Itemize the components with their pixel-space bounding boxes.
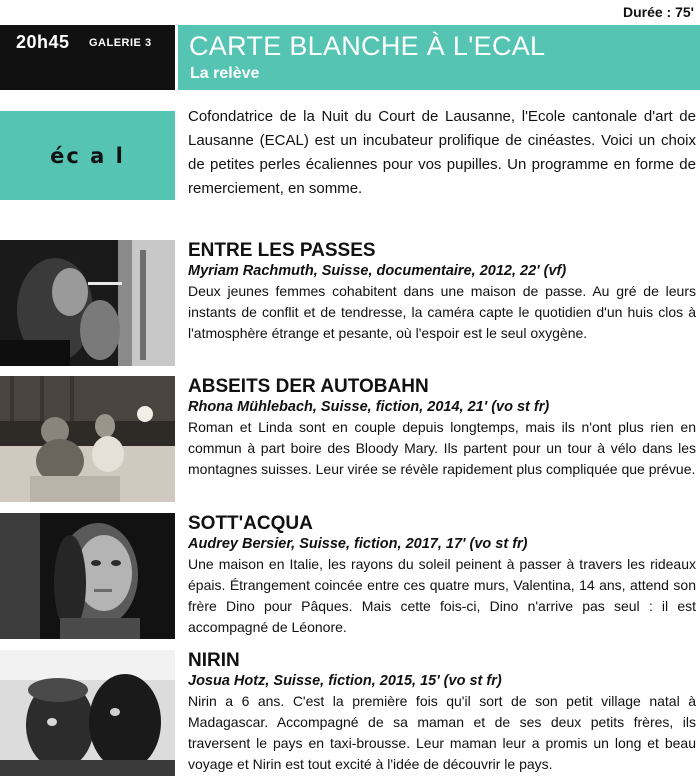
program-title: CARTE BLANCHE À L'ECAL bbox=[189, 31, 546, 61]
film-still-image bbox=[0, 650, 175, 776]
title-banner bbox=[178, 25, 700, 90]
film-credits: Myriam Rachmuth, Suisse, documentaire, 2012, 22' (vf) bbox=[188, 263, 567, 279]
film-title: SOTT'ACQUA bbox=[188, 513, 313, 534]
film-credits: Audrey Bersier, Suisse, fiction, 2017, 17' (vo st fr) bbox=[188, 536, 528, 552]
film-title: ABSEITS DER AUTOBAHN bbox=[188, 376, 429, 397]
ecal-logo-text: éc a l bbox=[50, 143, 125, 168]
film-description: Roman et Linda sont en couple depuis longtemps, mais ils n'ont plus rien en commun à part boire des Bloody Mary. Ils partent pour un tour à vélo dans les montagnes suisses. Leur virée se révèle rapidement plus compliquée que prévue. bbox=[188, 419, 696, 477]
film-description: Une maison en Italie, les rayons du soleil peinent à passer à travers les rideaux épais. Étrangement coincée entre ces quatre murs, Valentina, 14 ans, attend son frère Dino pour Pâques. Mais cette fois-ci, Dino n'arrive pas seul : il est accompagné de Léonore. bbox=[188, 556, 696, 635]
ecal-logo bbox=[0, 111, 175, 200]
film-description: Deux jeunes femmes cohabitent dans une maison de passe. Au gré de leurs instants de conflit et de tendresse, la caméra capte le quotidien d'un huis clos à l'atmosphère étrange et pesante, où l'espoir est le seul oxygène. bbox=[188, 283, 696, 341]
film-description: Nirin a 6 ans. C'est la première fois qu'il sort de son petit village natal à Madagascar. Accompagné de sa maman et de ses deux petits frères, ils traversent le pays en taxi-brousse. Leur maman leur a promis un long et beau voyage et Nirin est tout excité à l'idée de découvrir le pays. bbox=[188, 693, 696, 772]
venue-label: GALERIE 3 bbox=[89, 37, 152, 49]
film-still-image bbox=[0, 240, 175, 366]
film-still-image bbox=[0, 376, 175, 502]
screening-time: 20h45 bbox=[16, 32, 70, 52]
film-still-image bbox=[0, 513, 175, 639]
time-block bbox=[0, 25, 175, 90]
film-title: NIRIN bbox=[188, 650, 240, 671]
intro-paragraph: Cofondatrice de la Nuit du Court de Lausanne, l'Ecole cantonale d'art de Lausanne (ECAL) est un incubateur prolifique de cinéastes. Voici un choix de petites perles écaliennes pour vos pupilles. Un programme en forme de remerciement, en somme. bbox=[188, 108, 696, 197]
film-credits: Rhona Mühlebach, Suisse, fiction, 2014, 21' (vo st fr) bbox=[188, 399, 550, 415]
program-subtitle: La relève bbox=[190, 65, 260, 82]
duration-label: Durée : 75' bbox=[622, 4, 694, 20]
film-credits: Josua Hotz, Suisse, fiction, 2015, 15' (vo st fr) bbox=[188, 673, 502, 689]
film-title: ENTRE LES PASSES bbox=[188, 240, 376, 261]
